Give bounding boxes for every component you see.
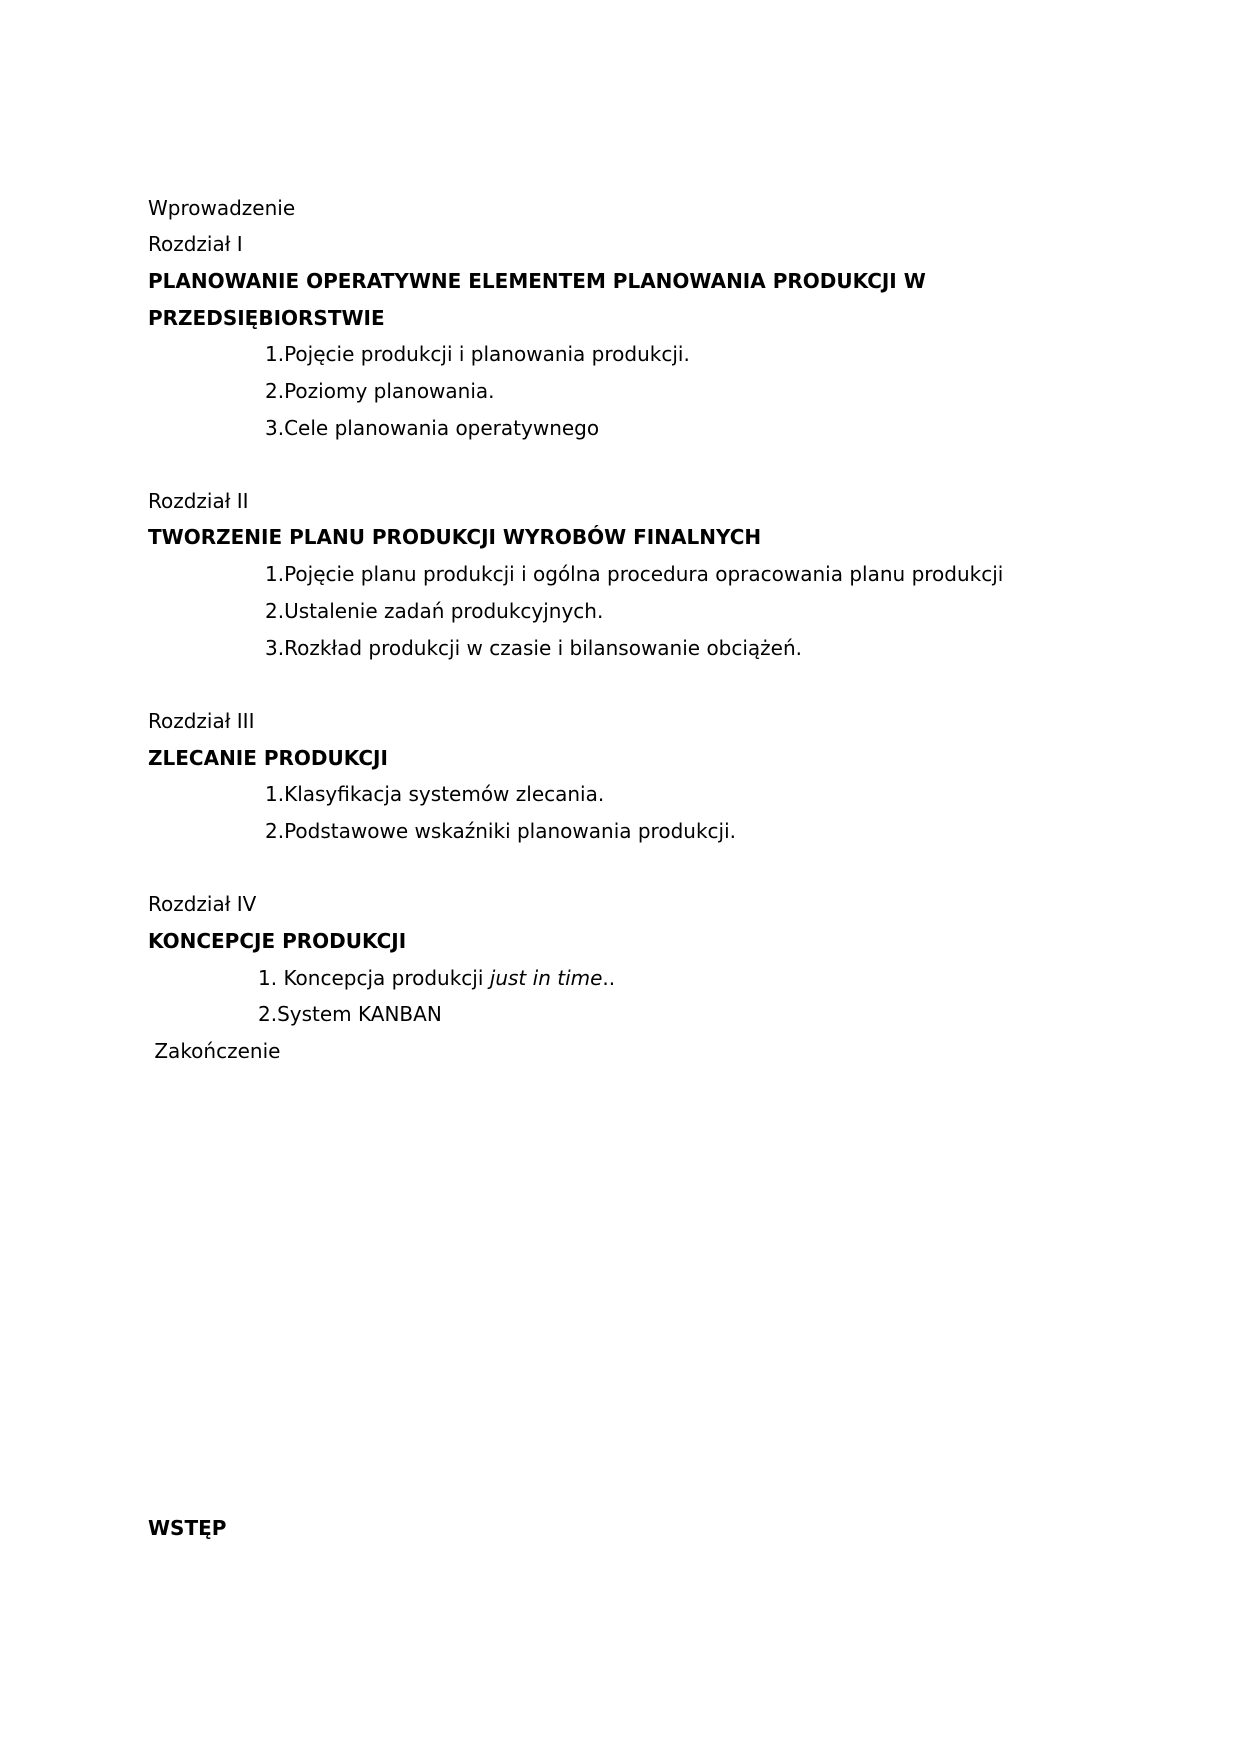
chapter-3-item-2: 2.Podstawowe wskaźniki planowania produkcji.	[265, 819, 736, 843]
toc-intro: Wprowadzenie	[148, 196, 296, 220]
chapter-2-item-1: 1.Pojęcie planu produkcji i ogólna procedura opracowania planu produkcji	[265, 562, 1004, 586]
chapter-4-item-2: 2.System KANBAN	[258, 1002, 442, 1026]
chapter-4-title: KONCEPCJE PRODUKCJI	[148, 929, 407, 953]
section-heading-wstep: WSTĘP	[148, 1516, 227, 1540]
chapter-3-item-1: 1.Klasyfikacja systemów zlecania.	[265, 782, 605, 806]
chapter-1-item-3: 3.Cele planowania operatywnego	[265, 416, 600, 440]
chapter-2-item-3: 3.Rozkład produkcji w czasie i bilansowanie obciążeń.	[265, 636, 803, 660]
chapter-1-title-line-1: PLANOWANIE OPERATYWNE ELEMENTEM PLANOWANIA PRODUKCJI W	[148, 269, 926, 293]
chapter-4-item-1-suffix: ..	[602, 966, 616, 990]
chapter-1-item-1: 1.Pojęcie produkcji i planowania produkcji.	[265, 342, 690, 366]
chapter-3-label: Rozdział III	[148, 709, 255, 733]
chapter-3-title: ZLECANIE PRODUKCJI	[148, 746, 388, 770]
chapter-1-label: Rozdział I	[148, 232, 243, 256]
chapter-4-item-1	[258, 966, 615, 990]
chapter-2-label: Rozdział II	[148, 489, 249, 513]
chapter-1-title-line-2: PRZEDSIĘBIORSTWIE	[148, 306, 385, 330]
chapter-4-label: Rozdział IV	[148, 892, 257, 916]
toc-conclusion: Zakończenie	[148, 1039, 281, 1063]
chapter-1-item-2: 2.Poziomy planowania.	[265, 379, 495, 403]
chapter-4-item-1-prefix: 1. Koncepcja produkcji	[258, 966, 490, 990]
chapter-2-item-2: 2.Ustalenie zadań produkcyjnych.	[265, 599, 604, 623]
chapter-2-title: TWORZENIE PLANU PRODUKCJI WYROBÓW FINALNYCH	[148, 525, 762, 549]
chapter-4-item-1-italic: just in time	[489, 966, 603, 990]
